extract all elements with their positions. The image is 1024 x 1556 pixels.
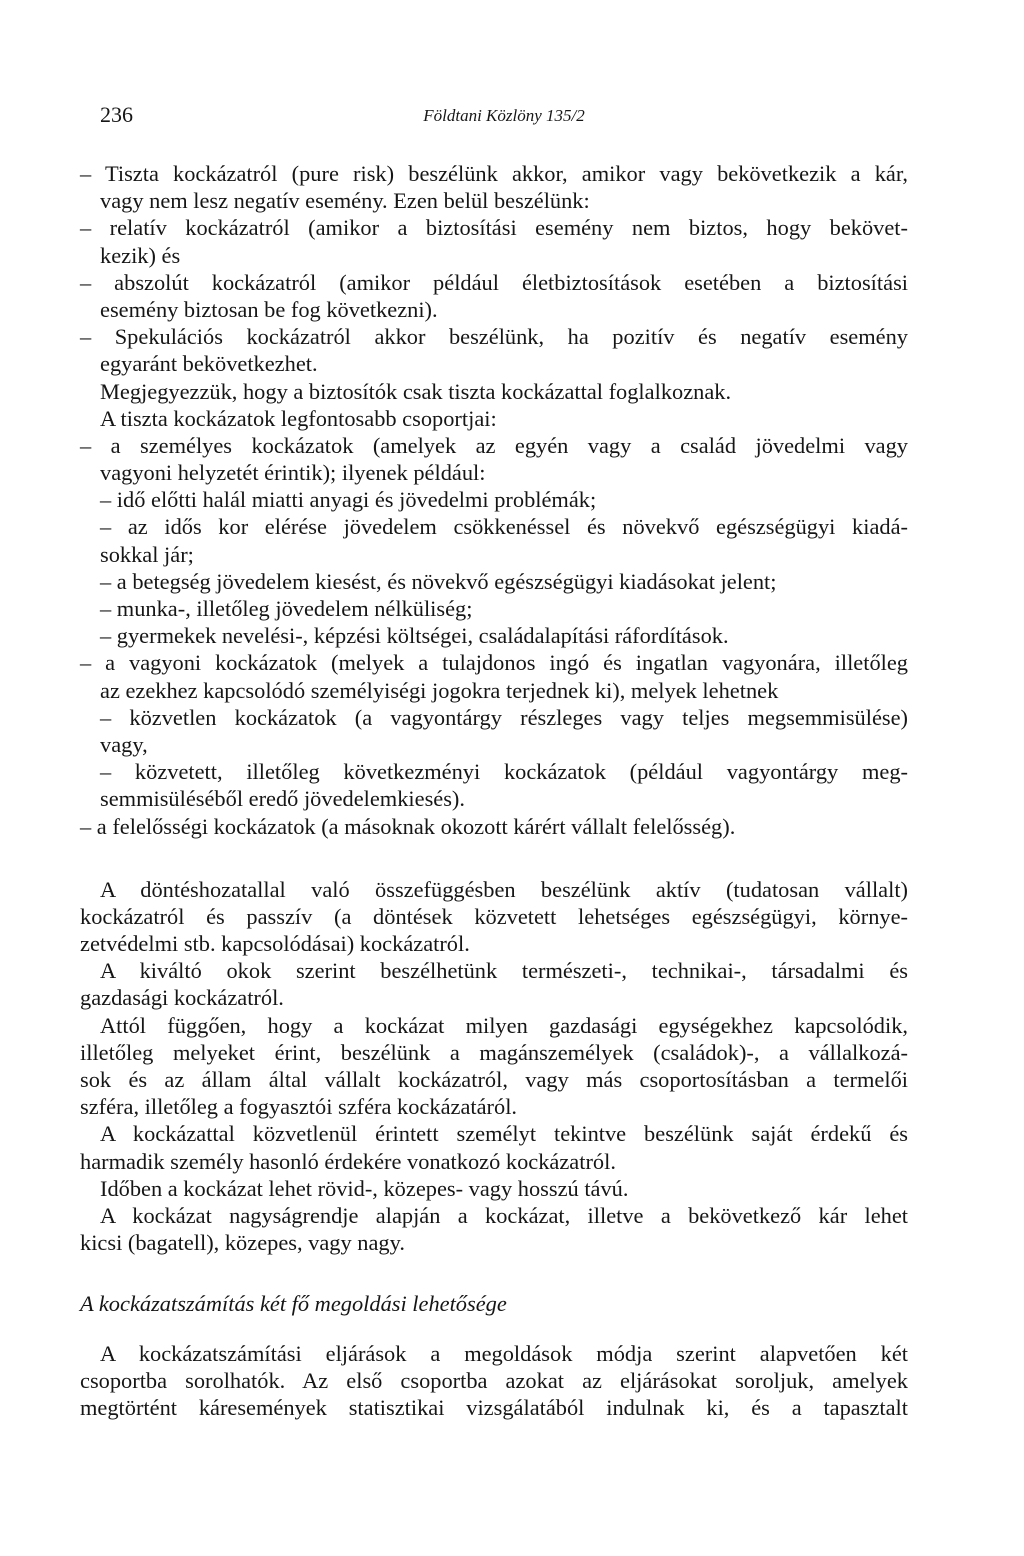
text-line: – Spekulációs kockázatról akkor beszélünk, ha pozitív és negatív esemény <box>80 324 908 350</box>
text-line: az ezekhez kapcsolódó személyiségi jogokra terjednek ki), melyek lehetnek <box>100 677 779 703</box>
text-line: vagyoni helyzetét érintik); ilyenek például: <box>100 460 486 486</box>
text-line: – Tiszta kockázatról (pure risk) beszélünk akkor, amikor vagy bekövetkezik a kár, <box>80 161 908 186</box>
text-line: szféra, illetőleg a fogyasztói szféra kockázatáról. <box>80 1094 518 1120</box>
text-line: – idő előtti halál miatti anyagi és jövedelmi problémák; <box>100 487 597 513</box>
text-line: – közvetett, illetőleg következményi kockázatok (például vagyontárgy meg- <box>100 759 908 785</box>
text-line: Attól függően, hogy a kockázat milyen gazdasági egységekhez kapcsolódik, <box>100 1012 908 1038</box>
text-line: A kockázattal közvetlenül érintett személyt tekintve beszélünk saját érdekű és <box>100 1121 908 1147</box>
section-gap <box>80 1256 908 1290</box>
text-line: Megjegyezzük, hogy a biztosítók csak tiszta kockázattal foglalkoznak. <box>100 378 732 404</box>
text-line: – a személyes kockázatok (amelyek az egyén vagy a család jövedelmi vagy <box>80 432 908 458</box>
text-line: – közvetlen kockázatok (a vagyontárgy részleges vagy teljes megsemmisülése) <box>100 704 908 730</box>
section-heading: A kockázatszámítás két fő megoldási lehetősége <box>80 1291 507 1317</box>
text-line: kezik) és <box>100 242 181 268</box>
text-line: megtörtént káresemények statisztikai vizsgálatából indulnak ki, és a tapasztalt <box>80 1394 908 1420</box>
text-line: – a betegség jövedelem kiesést, és növekvő egészségügyi kiadásokat jelent; <box>100 568 777 594</box>
text-line: semmisüléséből eredő jövedelemkiesés). <box>100 786 465 812</box>
text-line: – a felelősségi kockázatok (a másoknak okozott kárért vállalt felelősség). <box>80 813 736 839</box>
body-text <box>80 160 908 1421</box>
text-line: gazdasági kockázatról. <box>80 985 284 1011</box>
text-line: sokkal jár; <box>100 541 194 567</box>
running-header <box>100 92 908 132</box>
text-line: zetvédelmi stb. kapcsolódásai) kockázatról. <box>80 931 470 957</box>
text-line: A kockázatszámítási eljárások a megoldások módja szerint alapvetően két <box>100 1340 908 1366</box>
text-line: A tiszta kockázatok legfontosabb csoportjai: <box>100 405 497 431</box>
text-line: – abszolút kockázatról (amikor például életbiztosítások esetében a biztosítási <box>80 269 908 295</box>
text-line: kicsi (bagatell), közepes, vagy nagy. <box>80 1230 405 1256</box>
page-number: 236 <box>100 102 133 127</box>
text-line: A döntéshozatallal való összefüggésben beszélünk aktív (tudatosan vállalt) <box>100 876 908 902</box>
text-line: kockázatról és passzív (a döntések közvetett lehetséges egészségügyi, környe- <box>80 903 908 929</box>
text-line: – munka-, illetőleg jövedelem nélküliség; <box>100 596 473 621</box>
text-line: Időben a kockázat lehet rövid-, közepes- vagy hosszú távú. <box>100 1175 629 1201</box>
text-line: egyaránt bekövetkezhet. <box>100 351 318 377</box>
text-line: illetőleg melyeket érint, beszélünk a magánszemélyek (családok)-, a vállalkozá- <box>80 1039 908 1065</box>
text-line: – relatív kockázatról (amikor a biztosítási esemény nem biztos, hogy bekövet- <box>80 215 908 241</box>
text-line: – gyermekek nevelési-, képzési költségei, családalapítási ráfordítások. <box>100 623 729 649</box>
text-line: A kockázat nagyságrendje alapján a kockázat, illetve a bekövetkező kár lehet <box>100 1202 908 1228</box>
text-line: – az idős kor elérése jövedelem csökkenéssel és növekvő egészségügyi kiadá- <box>100 514 908 540</box>
text-line: vagy, <box>100 731 148 757</box>
text-line: – a vagyoni kockázatok (melyek a tulajdonos ingó és ingatlan vagyonára, illetőleg <box>80 650 908 676</box>
text-line: esemény biztosan be fog következni). <box>100 296 438 322</box>
text-line: vagy nem lesz negatív esemény. Ezen belül beszélünk: <box>100 188 590 214</box>
text-line: sok és az állam által vállalt kockázatról, vagy más csoportosításban a termelői <box>80 1067 908 1092</box>
journal-title: Földtani Közlöny 135/2 <box>423 106 585 125</box>
text-line: csoportba sorolhatók. Az első csoportba azokat az eljárásokat soroljuk, amelyek <box>80 1367 908 1393</box>
paragraph-gap <box>80 840 908 876</box>
section-gap <box>80 1318 908 1340</box>
text-line: harmadik személy hasonló érdekére vonatkozó kockázatról. <box>80 1148 616 1174</box>
text-line: A kiváltó okok szerint beszélhetünk természeti-, technikai-, társadalmi és <box>100 958 908 984</box>
